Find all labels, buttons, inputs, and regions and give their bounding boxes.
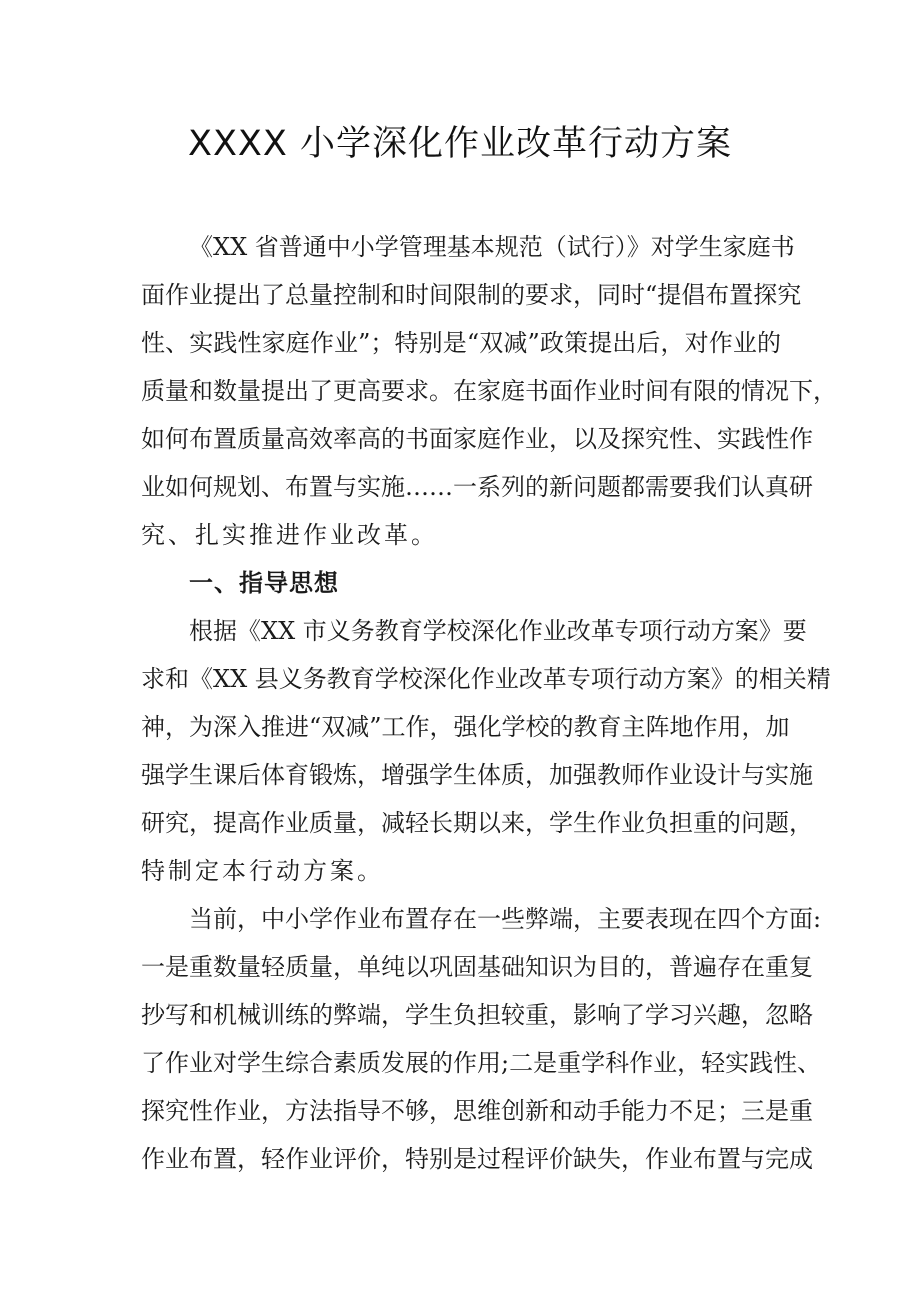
paragraph-2-line-3: 神，为深入推进“双减”工作，强化学校的教育主阵地作用，加	[141, 713, 790, 741]
paragraph-2-line-2: 求和《XX 县义务教育学校深化作业改革专项行动方案》的相关精	[141, 665, 831, 693]
paragraph-3-line-1: 当前，中小学作业布置存在一些弊端，主要表现在四个方面:	[189, 905, 822, 933]
paragraph-1-line-7: 究、扎实推进作业改革。	[141, 521, 438, 549]
paragraph-3-line-6: 作业布置，轻作业评价，特别是过程评价缺失，作业布置与完成	[141, 1145, 813, 1173]
paragraph-3-line-5: 探究性作业，方法指导不够，思维创新和动手能力不足；三是重	[141, 1097, 813, 1125]
paragraph-2-line-1: 根据《XX 市义务教育学校深化作业改革专项行动方案》要	[189, 617, 807, 645]
section-heading-guiding-ideology: 一、指导思想	[189, 569, 339, 597]
document-title: XXXX 小学深化作业改革行动方案	[187, 124, 733, 164]
paragraph-3-line-2: 一是重数量轻质量，单纯以巩固基础知识为目的，普遍存在重复	[141, 953, 813, 981]
paragraph-2-line-6: 特制定本行动方案。	[141, 857, 384, 885]
paragraph-3-line-3: 抄写和机械训练的弊端，学生负担较重，影响了学习兴趣，忽略	[141, 1001, 813, 1029]
paragraph-2-line-4: 强学生课后体育锻炼，增强学生体质，加强教师作业设计与实施	[141, 761, 813, 789]
paragraph-1-line-3: 性、实践性家庭作业”；特别是“双减”政策提出后，对作业的	[141, 329, 781, 357]
paragraph-1-line-4: 质量和数量提出了更高要求。在家庭书面作业时间有限的情况下，	[141, 377, 837, 405]
paragraph-1-line-5: 如何布置质量高效率高的书面家庭作业，以及探究性、实践性作	[141, 425, 813, 453]
paragraph-1-line-1: 《XX 省普通中小学管理基本规范（试行）》对学生家庭书	[189, 233, 795, 261]
paragraph-1-line-2: 面作业提出了总量控制和时间限制的要求，同时“提倡布置探究	[141, 281, 802, 309]
paragraph-1-line-6: 业如何规划、布置与实施……一系列的新问题都需要我们认真研	[141, 473, 813, 501]
paragraph-3-line-4: 了作业对学生综合素质发展的作用;二是重学科作业，轻实践性、	[141, 1049, 822, 1077]
paragraph-2-line-5: 研究，提高作业质量，减轻长期以来，学生作业负担重的问题，	[141, 809, 813, 837]
